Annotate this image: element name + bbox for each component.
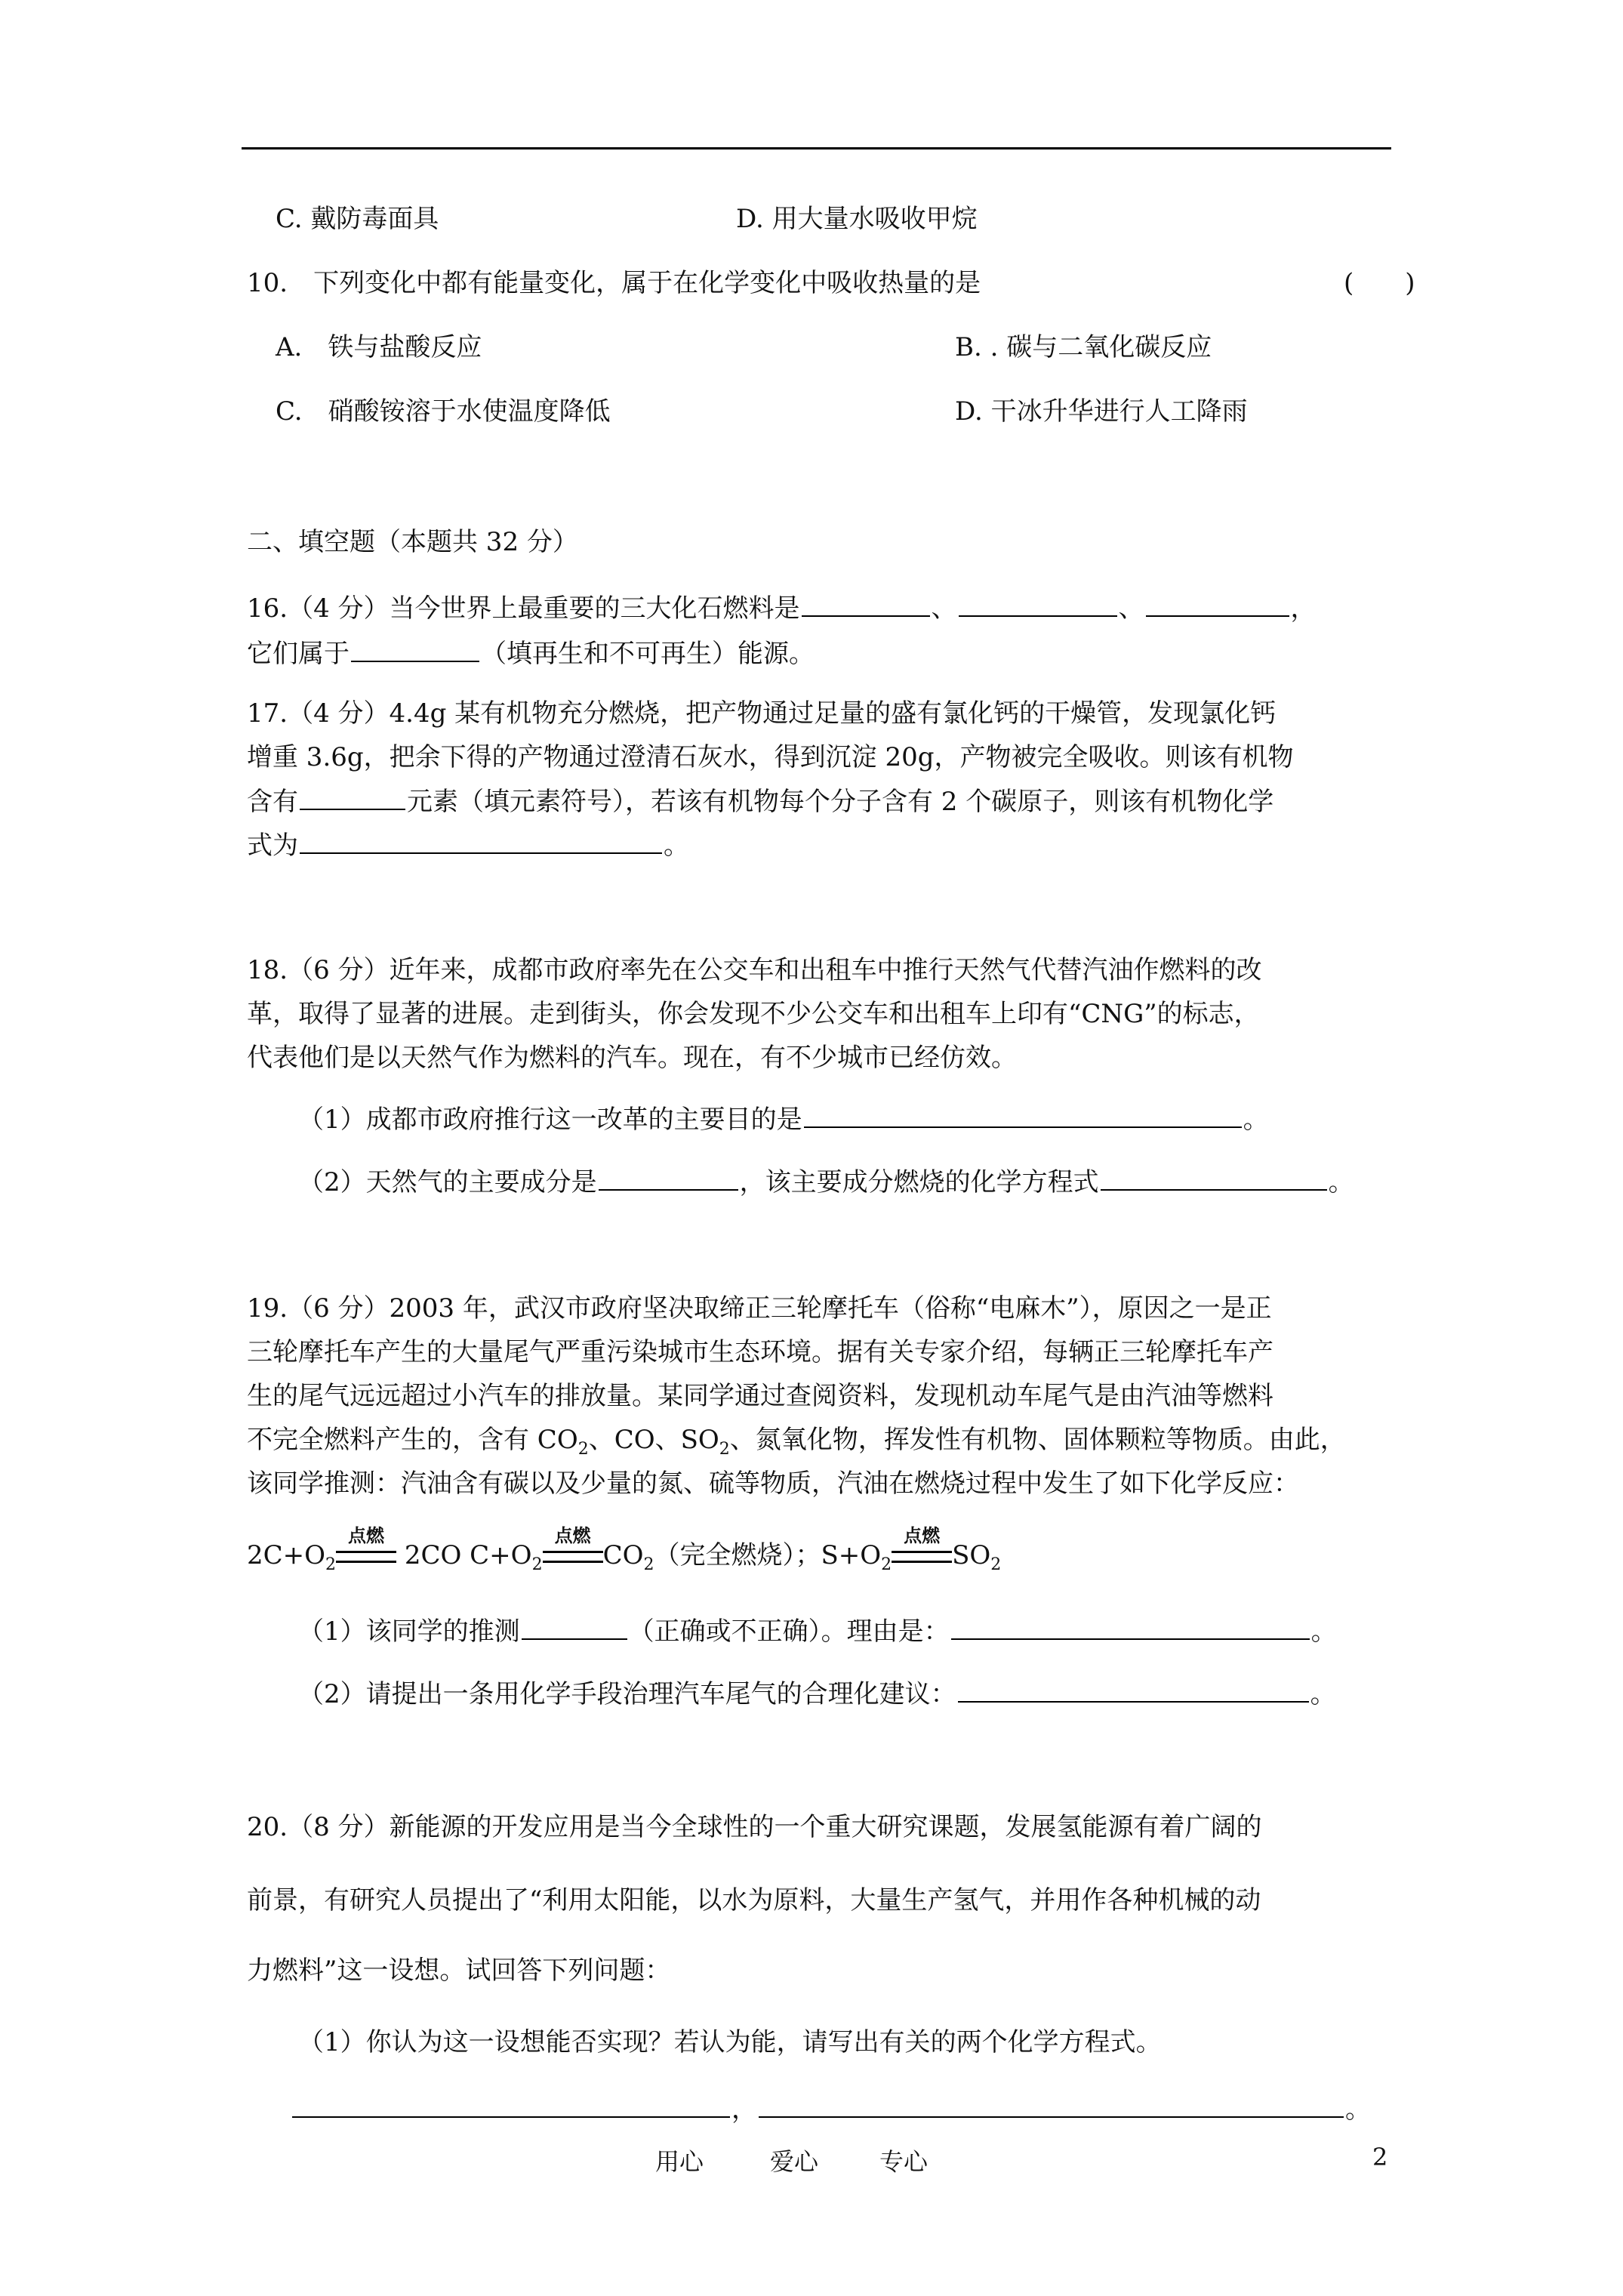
q16-line-1: [247, 593, 1317, 624]
q20-line-3: 力燃料”这一设想。试回答下列问题：: [247, 1955, 671, 1986]
q16-sep: 、: [931, 593, 957, 624]
q20-blank-2[interactable]: [759, 2094, 1344, 2118]
q19-sub-1: [298, 1616, 1337, 1647]
subscript: 2: [531, 1555, 543, 1574]
q20-line-2: 前景，有研究人员提出了“利用太阳能，以水为原料，大量生产氢气，并用作各种机械的动: [247, 1885, 1261, 1915]
q16-blank-2[interactable]: [959, 593, 1117, 617]
reaction-arrow: [892, 1524, 952, 1570]
q17-text: 式为: [247, 831, 298, 861]
q18-line-3: 代表他们是以天然气作为燃料的汽车。现在，有不少城市已经仿效。: [247, 1043, 1017, 1073]
q17-blank-1[interactable]: [300, 786, 405, 810]
q18-text: 。: [1328, 1167, 1354, 1197]
subscript: 2: [990, 1555, 1002, 1574]
q16-blank-1[interactable]: [802, 593, 930, 617]
page-number: 2: [1372, 2143, 1388, 2171]
q18-text: 。: [1243, 1105, 1269, 1135]
equation-text: SO: [952, 1540, 991, 1570]
q16-sep: 、: [1118, 593, 1144, 624]
q10-option-b: B. . 碳与二氧化碳反应: [955, 332, 1212, 362]
q20-line-1: 20.（8 分）新能源的开发应用是当今全球性的一个重大研究课题，发展氢能源有着广阔的: [247, 1812, 1262, 1842]
q17-text: 。: [664, 831, 689, 861]
reaction-arrow: [543, 1524, 603, 1570]
q19-text: 。: [1310, 1616, 1337, 1647]
q19-sub-2: [298, 1678, 1336, 1709]
header-rule: [242, 147, 1391, 149]
q19-line-3: 生的尾气远远超过小汽车的排放量。某同学通过查阅资料，发现机动车尾气是由汽油等燃料: [247, 1381, 1273, 1411]
q17-line-3: [247, 786, 1273, 817]
q17-line-1: 17.（4 分）4.4g 某有机物充分燃烧，把产物通过足量的盛有氯化钙的干燥管，发现氯化钙: [247, 698, 1277, 729]
q18-text: （2）天然气的主要成分是: [298, 1167, 597, 1197]
footer-motto-3: 专心: [879, 2147, 929, 2176]
subscript: 2: [325, 1555, 337, 1574]
q19-text: （2）请提出一条用化学手段治理汽车尾气的合理化建议：: [298, 1679, 956, 1709]
q17-text: 元素（填元素符号），若该有机物每个分子含有 2 个碳原子，则该有机物化学: [407, 787, 1274, 817]
q16-text: （填再生和不可再生）能源。: [481, 639, 815, 669]
reaction-arrow: [336, 1524, 396, 1570]
q18-sub-1: [298, 1104, 1269, 1135]
q20-text: 。: [1345, 2094, 1371, 2125]
q19-blank-3[interactable]: [958, 1678, 1309, 1703]
reaction-condition: 点燃: [348, 1524, 385, 1546]
q17-line-2: 增重 3.6g，把余下得的产物通过澄清石灰水，得到沉淀 20g，产物被完全吸收。则该有机物: [247, 742, 1294, 772]
q20-text: ，: [731, 2094, 757, 2125]
q19-text: （正确或不正确）。理由是：: [628, 1616, 950, 1647]
q17-line-4: [247, 830, 689, 861]
equation-text: CO: [602, 1540, 644, 1570]
subscript: 2: [577, 1439, 589, 1459]
q16-end: ，: [1290, 593, 1317, 624]
q20-blank-1[interactable]: [292, 2094, 730, 2118]
q10-option-c: C. 硝酸铵溶于水使温度降低: [276, 396, 611, 427]
q19-text: （1）该同学的推测: [298, 1616, 520, 1647]
q19-line-2: 三轮摩托车产生的大量尾气严重污染城市生态环境。据有关专家介绍，每辆正三轮摩托车产: [247, 1337, 1273, 1367]
q18-text: （1）成都市政府推行这一改革的主要目的是: [298, 1105, 802, 1135]
q18-text: ，该主要成分燃烧的化学方程式: [739, 1167, 1099, 1197]
q19-line-4: [247, 1425, 1346, 1465]
q10-answer-paren: ( ): [1344, 268, 1415, 298]
q19-text: 、CO、SO: [588, 1425, 719, 1455]
footer-motto-1: 用心: [655, 2147, 704, 2176]
q19-blank-1[interactable]: [522, 1616, 627, 1640]
q18-line-2: 革，取得了显著的进展。走到街头，你会发现不少公交车和出租车上印有“CNG”的标志，: [247, 999, 1260, 1029]
q18-blank-3[interactable]: [1101, 1166, 1327, 1191]
q10-stem: 10. 下列变化中都有能量变化，属于在化学变化中吸收热量的是: [247, 268, 981, 298]
section-title: 二、填空题（本题共 32 分）: [247, 527, 578, 557]
q9-option-d: D. 用大量水吸收甲烷: [736, 204, 978, 234]
reaction-condition: 点燃: [554, 1524, 591, 1546]
q10-option-d: D. 干冰升华进行人工降雨: [955, 396, 1248, 427]
q10-option-a: A. 铁与盐酸反应: [276, 332, 482, 362]
q18-line-1: 18.（6 分）近年来，成都市政府率先在公交车和出租车中推行天然气代替汽油作燃料的改: [247, 955, 1262, 985]
equation-text: 2C+O: [247, 1540, 326, 1570]
q17-blank-2[interactable]: [300, 830, 662, 854]
q16-blank-3[interactable]: [1146, 593, 1289, 617]
q18-blank-2[interactable]: [599, 1166, 738, 1191]
q19-blank-2[interactable]: [951, 1616, 1310, 1640]
q9-option-c: C. 戴防毒面具: [276, 204, 439, 234]
q20-sub-1: （1）你认为这一设想能否实现？若认为能，请写出有关的两个化学方程式。: [298, 2027, 1162, 2057]
q19-text: 不完全燃料产生的，含有 CO: [247, 1425, 578, 1455]
subscript: 2: [881, 1555, 892, 1574]
q19-line-1: 19.（6 分）2003 年，武汉市政府坚决取缔正三轮摩托车（俗称“电麻木”），原因之一是正: [247, 1293, 1272, 1324]
q16-text: 它们属于: [247, 639, 350, 669]
subscript: 2: [643, 1555, 654, 1574]
equation-text: （完全燃烧）；S+O: [654, 1540, 882, 1570]
q19-text: 。: [1310, 1679, 1336, 1709]
q16-blank-4[interactable]: [351, 638, 479, 662]
q16-text: 16.（4 分）当今世界上最重要的三大化石燃料是: [247, 593, 800, 624]
q19-text: 、氮氧化物，挥发性有机物、固体颗粒等物质。由此，: [729, 1425, 1346, 1455]
reaction-condition: 点燃: [904, 1524, 941, 1546]
q20-answer-line: [291, 2094, 1371, 2125]
q17-text: 含有: [247, 787, 298, 817]
q19-equations: [247, 1524, 1002, 1580]
q16-line-2: [247, 638, 815, 669]
subscript: 2: [719, 1439, 730, 1459]
q18-sub-2: [298, 1166, 1354, 1197]
q19-line-5: 该同学推测：汽油含有碳以及少量的氮、硫等物质，汽油在燃烧过程中发生了如下化学反应：: [247, 1469, 1299, 1499]
equation-text: 2CO: [404, 1540, 462, 1570]
footer-motto-2: 爱心: [770, 2147, 819, 2176]
q18-blank-1[interactable]: [804, 1104, 1242, 1128]
equation-text: C+O: [470, 1540, 532, 1570]
